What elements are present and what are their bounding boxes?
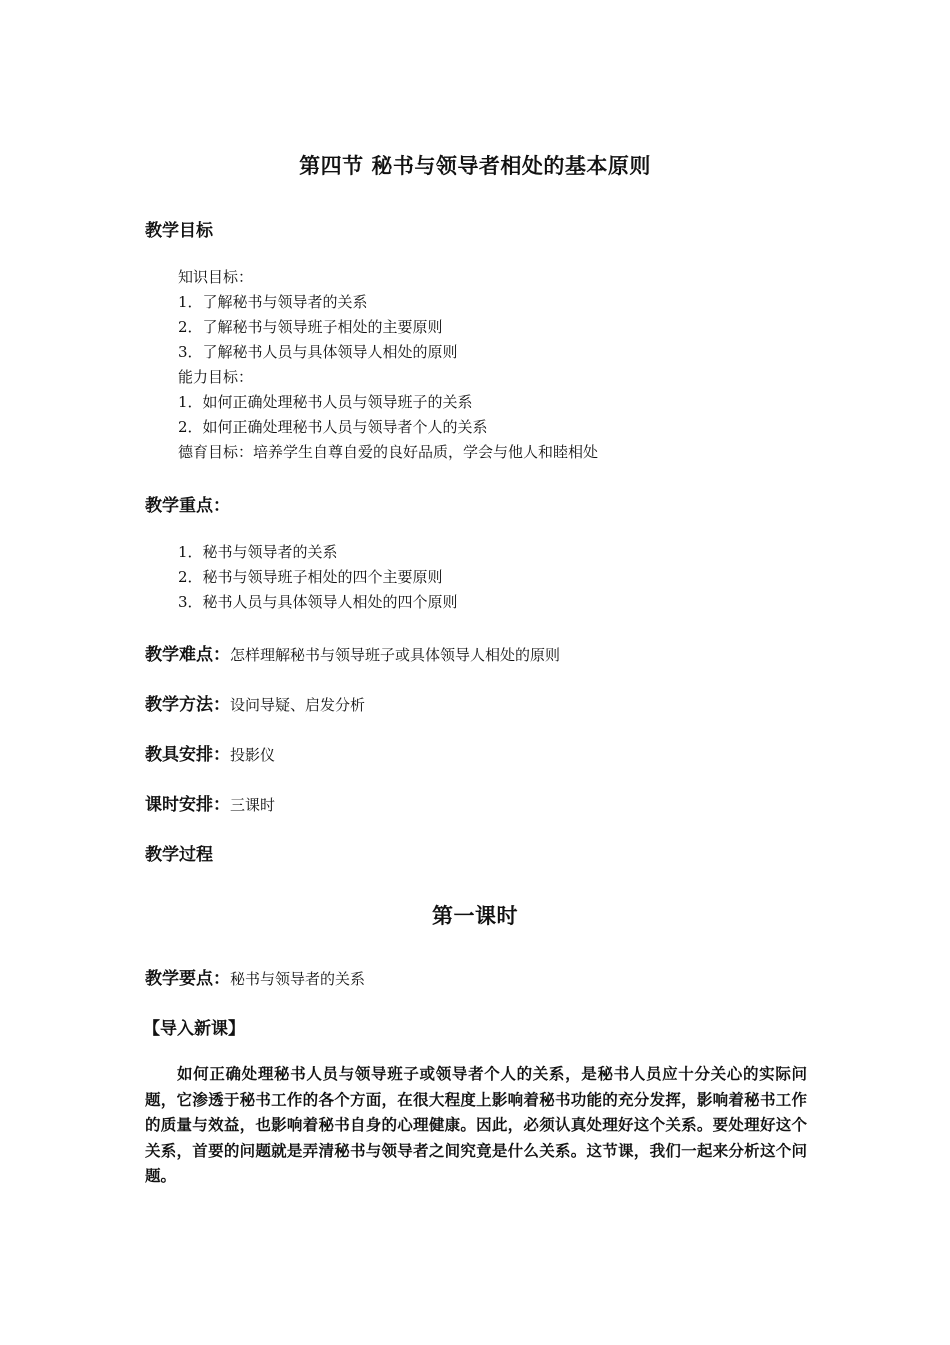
difficulty-row [145, 640, 560, 665]
intro-paragraph: 如何正确处理秘书人员与领导班子或领导者个人的关系，是秘书人员应十分关心的实际问题，它渗透于秘书工作的各个方面，在很大程度上影响着秘书功能的充分发挥，影响着秘书工作的质量与效益，也影响着秘书自身的心理健康。因此，必须认真处理好这个关系。要处理好这个关系，首要的问题就是弄清秘书与领导者之间究竟是什么关系。这节课，我们一起来分析这个问题。 [145, 1064, 807, 1185]
tools-value: 投影仪 [230, 746, 276, 764]
difficulty-label: 教学难点： [145, 645, 230, 665]
lesson1-focus-value: 秘书与领导者的关系 [230, 970, 366, 988]
difficulty-value: 怎样理解秘书与领导班子或具体领导人相处的原则 [230, 646, 561, 664]
method-row [145, 690, 365, 715]
knowledge-item-1: 1．了解秘书与领导者的关系 [178, 293, 368, 311]
key-point-item-2: 2．秘书与领导班子相处的四个主要原则 [178, 568, 443, 586]
process-heading: 教学过程 [145, 845, 213, 865]
knowledge-item-3: 3．了解秘书人员与具体领导人相处的原则 [178, 343, 458, 361]
key-point-item-3: 3．秘书人员与具体领导人相处的四个原则 [178, 593, 458, 611]
moral-objective: 德育目标：培养学生自尊自爱的良好品质，学会与他人和睦相处 [178, 443, 599, 461]
hours-row [145, 790, 275, 815]
knowledge-item-2: 2．了解秘书与领导班子相处的主要原则 [178, 318, 443, 336]
key-points-heading: 教学重点： [145, 496, 230, 516]
tools-row [145, 740, 275, 765]
hours-label: 课时安排： [145, 795, 230, 815]
document-title: 第四节 秘书与领导者相处的基本原则 [299, 154, 651, 178]
hours-value: 三课时 [230, 796, 276, 814]
method-label: 教学方法： [145, 695, 230, 715]
ability-item-1: 1．如何正确处理秘书人员与领导班子的关系 [178, 393, 473, 411]
objectives-heading: 教学目标 [145, 221, 213, 241]
lesson1-focus-row [145, 964, 365, 989]
key-point-item-1: 1．秘书与领导者的关系 [178, 543, 338, 561]
tools-label: 教具安排： [145, 745, 230, 765]
lesson1-focus-label: 教学要点： [145, 969, 230, 989]
ability-objectives-label: 能力目标： [178, 368, 254, 386]
method-value: 设问导疑、启发分析 [230, 696, 366, 714]
lesson1-title: 第一课时 [432, 904, 518, 928]
intro-heading: 【导入新课】 [143, 1019, 245, 1039]
knowledge-objectives-label: 知识目标： [178, 268, 254, 286]
ability-item-2: 2．如何正确处理秘书人员与领导者个人的关系 [178, 418, 488, 436]
